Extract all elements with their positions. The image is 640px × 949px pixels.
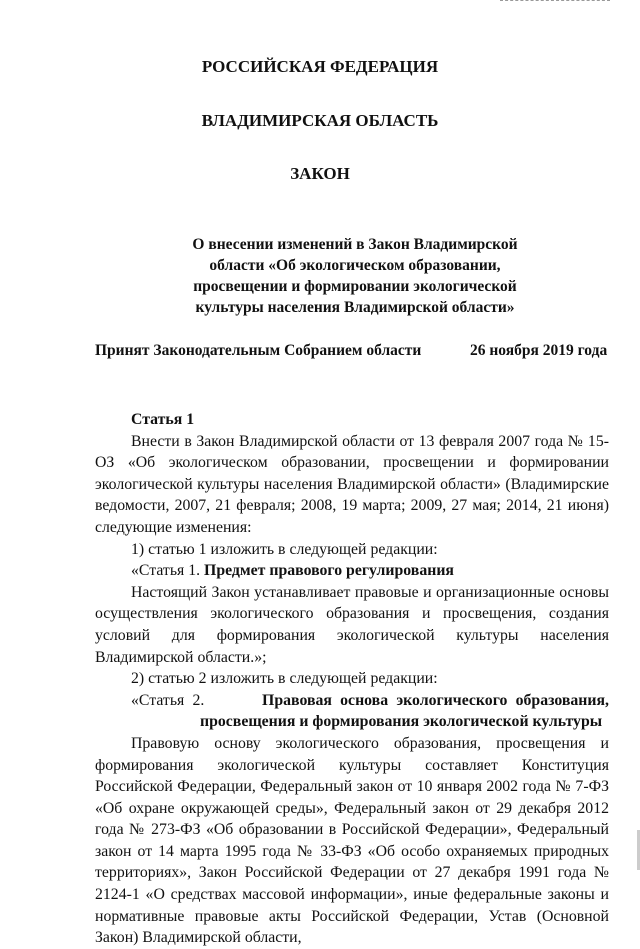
subject-line: О внесении изменений в Закон Владимирской [192, 236, 518, 253]
paragraph: Настоящий Закон устанавливает правовые и организационные основы осуществления экологического образования и просвещения, создания условий для формирования экологической культуры населения Владимирской области.»; [95, 583, 609, 666]
header-doc-type: ЗАКОН [290, 164, 350, 183]
article-heading-title: Предмет правового регулирования [204, 562, 454, 580]
subject-line: просвещении и формировании экологической [193, 278, 517, 295]
header-region: ВЛАДИМИРСКАЯ ОБЛАСТЬ [201, 111, 439, 130]
adoption-text: Принят Законодательным Собранием области [95, 342, 422, 359]
law-subject [190, 234, 520, 318]
article-heading-title: просвещения и формирования экологической культуры [200, 713, 603, 731]
article-prefix: «Статья 2. [131, 691, 205, 709]
paragraph: Правовую основу экологического образования, просвещения и формирования экологической культуры составляет Конституция Российской Федерации, Федеральный закон от 10 января 2002 года № 7-ФЗ «Об охране окружающей среды», Федеральный закон от 29 декабря 2012 года № 273-ФЗ «Об образовании в Российской Федерации», Федеральный закон от 14 марта 1995 года № 33-ФЗ «Об особо охраняемых природных территориях», Закон Российской Федерации от 27 декабря 1991 года № 2124-1 «О средствах массовой информации», иные федеральные законы и нормативные правовые акты Российской Федерации, Устав (Основной Закон) Владимирской области, [95, 734, 609, 947]
document-body [95, 409, 609, 949]
list-item: 1) статью 1 изложить в следующей редакции: [131, 540, 438, 558]
article-title: Статья 1 [131, 411, 195, 428]
subject-line: области «Об экологическом образовании, [209, 257, 501, 274]
header-country: РОССИЙСКАЯ ФЕДЕРАЦИЯ [201, 57, 439, 76]
article-heading-title: Правовая основа экологического образования, [262, 691, 609, 709]
article-heading [95, 560, 609, 582]
subject-line: культуры населения Владимирской области» [195, 299, 515, 316]
scan-artifact [500, 0, 610, 3]
list-item: 2) статью 2 изложить в следующей редакции: [131, 670, 438, 688]
adoption-date: 26 ноября 2019 года [470, 342, 608, 359]
article-heading [95, 690, 609, 712]
paragraph: Внести в Закон Владимирской области от 13 февраля 2007 года № 15-ОЗ «Об экологическом образовании, просвещении и формировании экологической культуры населения Владимирской области» (Владимирские ведомости, 2007, 21 февраля; 2008, 19 марта; 2009, 27 мая; 2014, 21 июня) следующие изменения: [95, 432, 609, 536]
article-prefix: «Статья 1. [131, 562, 205, 580]
